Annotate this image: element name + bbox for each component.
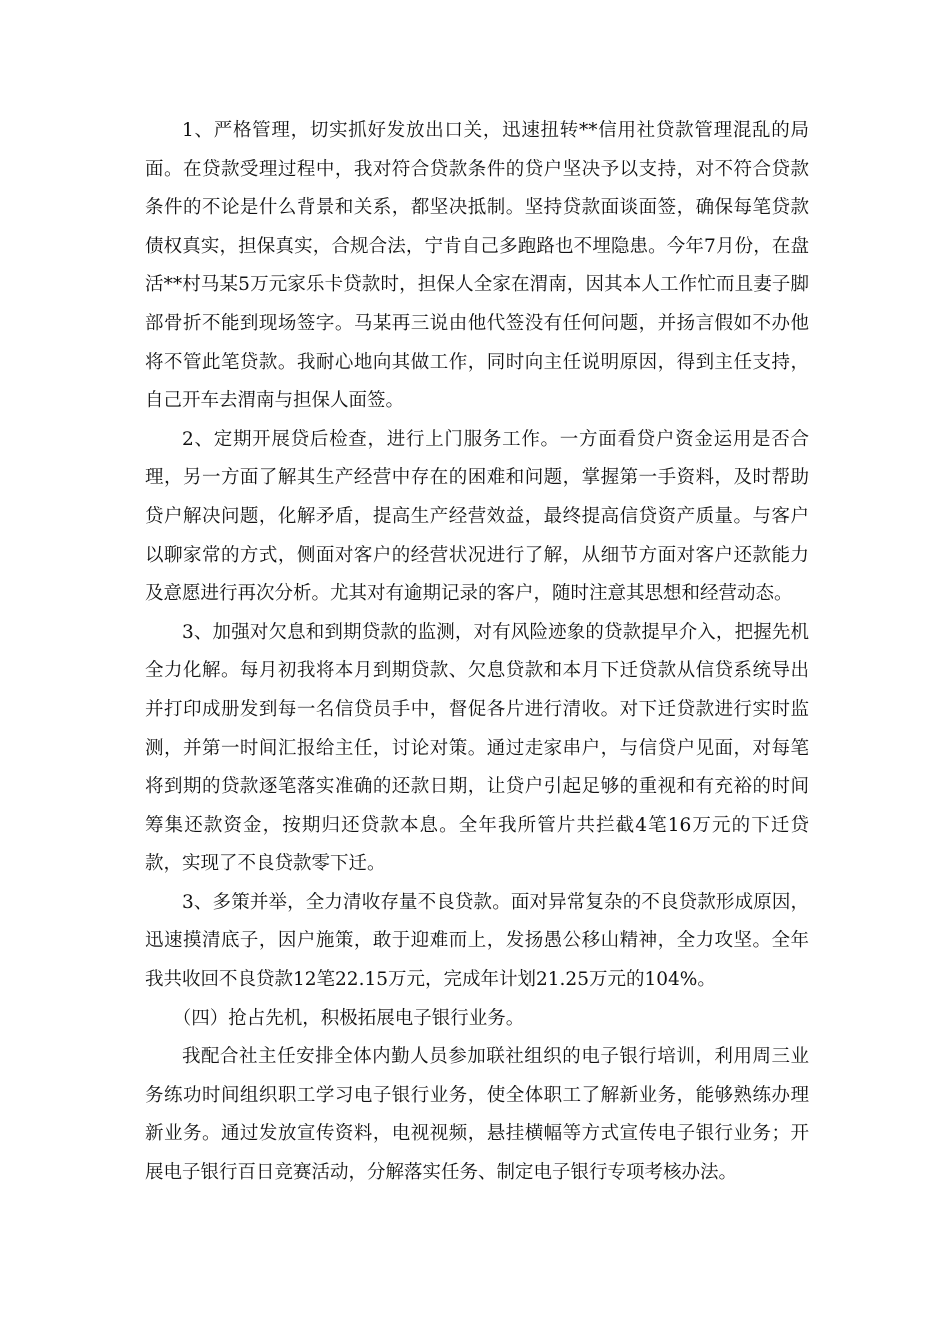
paragraph-overdue-monitoring: 3、加强对欠息和到期贷款的监测，对有风险迹象的贷款提早介入，把握先机全力化解。每月初我将本月到期贷款、欠息贷款和本月下迁贷款从信贷系统导出并打印成册发到每一名信贷员手中，督促各片进行清收。对下迁贷款进行实时监测，并第一时间汇报给主任，讨论对策。通过走家串户，与信贷户见面，对每笔将到期的贷款逐笔落实准确的还款日期，让贷户引起足够的重视和有充裕的时间筹集还款资金，按期归还贷款本息。全年我所管片共拦截4笔16万元的下迁贷款，实现了不良贷款零下迁。 bbox=[145, 621, 809, 875]
paragraph-e-banking-training: 我配合社主任安排全体内勤人员参加联社组织的电子银行培训，利用周三业务练功时间组织职工学习电子银行业务，使全体职工了解新业务，能够熟练办理新业务。通过发放宣传资料，电视视频，悬挂横幅等方式宣传电子银行业务；开展电子银行百日竞赛活动，分解落实任务、制定电子银行专项考核办法。 bbox=[145, 1046, 809, 1184]
paragraph-strict-management: 1、严格管理，切实抓好发放出口关，迅速扭转**信用社贷款管理混乱的局面。在贷款受理过程中，我对符合贷款条件的贷户坚决予以支持，对不符合贷款条件的不论是什么背景和关系，都坚决抵制。坚持贷款面谈面签，确保每笔贷款债权真实，担保真实，合规合法，宁肯自己多跑路也不埋隐患。今年7月份，在盘活**村马某5万元家乐卡贷款时，担保人全家在渭南，因其本人工作忙而且妻子脚部骨折不能到现场签字。马某再三说由他代签没有任何问题，并扬言假如不办他将不管此笔贷款。我耐心地向其做工作，同时向主任说明原因，得到主任支持，自己开车去渭南与担保人面签。 bbox=[145, 120, 809, 412]
section-heading-e-banking: （四）抢占先机，积极拓展电子银行业务。 bbox=[172, 1007, 525, 1029]
paragraph-bad-loan-collection: 3、多策并举，全力清收存量不良贷款。面对异常复杂的不良贷款形成原因，迅速摸清底子，因户施策，敢于迎难而上，发扬愚公移山精神，全力攻坚。全年我共收回不良贷款12笔22.15万元，完成年计划21.25万元的104%。 bbox=[145, 891, 809, 991]
document-body bbox=[145, 112, 809, 1193]
paragraph-post-loan-inspection: 2、定期开展贷后检查，进行上门服务工作。一方面看贷户资金运用是否合理，另一方面了解其生产经营中存在的困难和问题，掌握第一手资料，及时帮助贷户解决问题，化解矛盾，提高生产经营效益，最终提高信贷资产质量。与客户以聊家常的方式，侧面对客户的经营状况进行了解，从细节方面对客户还款能力及意愿进行再次分析。尤其对有逾期记录的客户，随时注意其思想和经营动态。 bbox=[145, 428, 809, 605]
